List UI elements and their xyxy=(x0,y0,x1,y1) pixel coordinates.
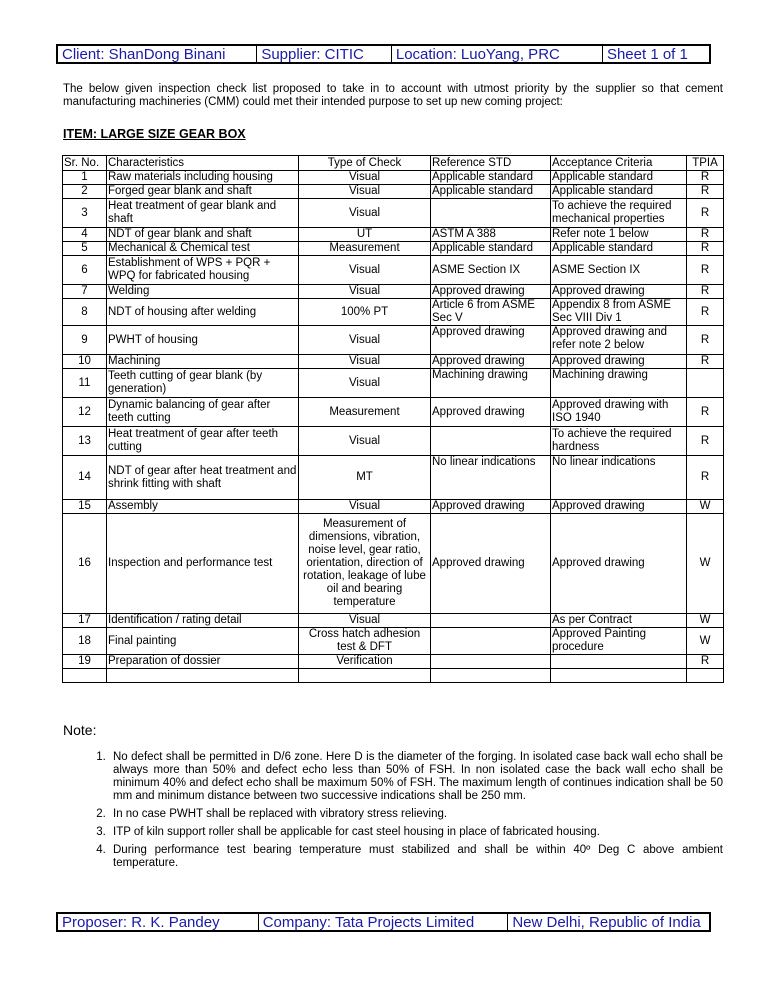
table-row xyxy=(63,285,724,299)
table-row xyxy=(63,456,724,500)
acceptance-criteria-cell: Appendix 8 from ASME Sec VIII Div 1 xyxy=(551,299,687,326)
type-of-check-cell: Visual xyxy=(299,285,431,299)
characteristics-cell: Welding xyxy=(107,285,299,299)
supplier-field: Supplier: CITIC xyxy=(257,46,392,62)
reference-std-cell xyxy=(431,655,551,669)
acceptance-criteria-cell: Applicable standard xyxy=(551,171,687,185)
col-header-tpia: TPIA xyxy=(687,156,724,171)
acceptance-criteria-cell: Refer note 1 below xyxy=(551,228,687,242)
acceptance-criteria-cell: Approved drawing xyxy=(551,355,687,369)
acceptance-criteria-cell: ASME Section IX xyxy=(551,256,687,285)
type-of-check-cell: Measurement xyxy=(299,398,431,427)
client-field: Client: ShanDong Binani xyxy=(58,46,257,62)
acceptance-criteria-cell: Approved drawing with ISO 1940 xyxy=(551,398,687,427)
acceptance-criteria-cell: No linear indications xyxy=(551,456,687,500)
type-of-check-cell: Measurement of dimensions, vibration, noise level, gear ratio, orientation, direction of rotation, leakage of lube oil and bearing temperature xyxy=(299,514,431,614)
tpia-cell: R xyxy=(687,326,724,355)
characteristics-cell: Final painting xyxy=(107,628,299,655)
type-of-check-cell: Verification xyxy=(299,655,431,669)
acceptance-criteria-cell: Machining drawing xyxy=(551,369,687,398)
tpia-cell: R xyxy=(687,398,724,427)
reference-std-cell: ASME Section IX xyxy=(431,256,551,285)
type-of-check-cell: Visual xyxy=(299,199,431,228)
table-header-row xyxy=(63,156,724,171)
reference-std-cell: No linear indications xyxy=(431,456,551,500)
table-row xyxy=(63,427,724,456)
type-of-check-cell: Visual xyxy=(299,500,431,514)
tpia-cell: R xyxy=(687,228,724,242)
characteristics-cell: Dynamic balancing of gear after teeth cutting xyxy=(107,398,299,427)
footer-bar xyxy=(56,912,711,932)
empty-cell xyxy=(107,669,299,683)
table-row xyxy=(63,228,724,242)
type-of-check-cell: 100% PT xyxy=(299,299,431,326)
note-item: 3. ITP of kiln support roller shall be applicable for cast steel housing in place of fabricated housing. xyxy=(109,826,723,839)
notes-list xyxy=(63,751,723,875)
reference-std-cell: Approved drawing xyxy=(431,500,551,514)
empty-cell xyxy=(299,669,431,683)
tpia-cell: W xyxy=(687,614,724,628)
sr-no-cell: 14 xyxy=(63,456,107,500)
characteristics-cell: Identification / rating detail xyxy=(107,614,299,628)
characteristics-cell: PWHT of housing xyxy=(107,326,299,355)
reference-std-cell xyxy=(431,427,551,456)
characteristics-cell: Assembly xyxy=(107,500,299,514)
type-of-check-cell: Cross hatch adhesion test & DFT xyxy=(299,628,431,655)
sr-no-cell: 5 xyxy=(63,242,107,256)
sr-no-cell: 8 xyxy=(63,299,107,326)
characteristics-cell: NDT of gear after heat treatment and shrink fitting with shaft xyxy=(107,456,299,500)
reference-std-cell: ASTM A 388 xyxy=(431,228,551,242)
characteristics-cell: NDT of housing after welding xyxy=(107,299,299,326)
tpia-cell: R xyxy=(687,285,724,299)
sr-no-cell: 6 xyxy=(63,256,107,285)
table-row xyxy=(63,185,724,199)
sr-no-cell: 16 xyxy=(63,514,107,614)
acceptance-criteria-cell: Approved drawing xyxy=(551,500,687,514)
reference-std-cell: Approved drawing xyxy=(431,355,551,369)
tpia-cell: R xyxy=(687,242,724,256)
table-row xyxy=(63,326,724,355)
acceptance-criteria-cell xyxy=(551,655,687,669)
col-header-acceptance-criteria: Acceptance Criteria xyxy=(551,156,687,171)
reference-std-cell: Applicable standard xyxy=(431,171,551,185)
sr-no-cell: 9 xyxy=(63,326,107,355)
note-item: 2. In no case PWHT shall be replaced with vibratory stress relieving. xyxy=(109,808,723,821)
type-of-check-cell: Visual xyxy=(299,369,431,398)
sr-no-cell: 19 xyxy=(63,655,107,669)
characteristics-cell: Teeth cutting of gear blank (by generation) xyxy=(107,369,299,398)
type-of-check-cell: UT xyxy=(299,228,431,242)
table-row xyxy=(63,514,724,614)
sr-no-cell: 11 xyxy=(63,369,107,398)
table-row xyxy=(63,199,724,228)
sr-no-cell: 4 xyxy=(63,228,107,242)
reference-std-cell: Machining drawing xyxy=(431,369,551,398)
type-of-check-cell: Visual xyxy=(299,614,431,628)
header-bar xyxy=(56,44,711,64)
table-row xyxy=(63,171,724,185)
table-row xyxy=(63,398,724,427)
acceptance-criteria-cell: To achieve the required hardness xyxy=(551,427,687,456)
tpia-cell: W xyxy=(687,628,724,655)
sr-no-cell: 15 xyxy=(63,500,107,514)
acceptance-criteria-cell: As per Contract xyxy=(551,614,687,628)
characteristics-cell: Mechanical & Chemical test xyxy=(107,242,299,256)
type-of-check-cell: MT xyxy=(299,456,431,500)
empty-cell xyxy=(687,669,724,683)
proposer-field: Proposer: R. K. Pandey xyxy=(58,914,259,930)
table-row xyxy=(63,655,724,669)
acceptance-criteria-cell: Applicable standard xyxy=(551,242,687,256)
empty-cell xyxy=(431,669,551,683)
characteristics-cell: Heat treatment of gear blank and shaft xyxy=(107,199,299,228)
characteristics-cell: Preparation of dossier xyxy=(107,655,299,669)
company-field: Company: Tata Projects Limited xyxy=(259,914,509,930)
note-item: 1. No defect shall be permitted in D/6 zone. Here D is the diameter of the forging. In isolated case back wall echo shall be always more than 50% and defect echo less than 50% of FSH. In non isolated case the back wall echo shall be minimum 40% and defect echo shall be maximum 50% of FSH. The maximum length of continues indication shall be 50 mm and minimum distance between two successive indications shall be 250 mm. xyxy=(109,751,723,803)
empty-cell xyxy=(63,669,107,683)
type-of-check-cell: Visual xyxy=(299,427,431,456)
tpia-cell: R xyxy=(687,456,724,500)
reference-std-cell: Approved drawing xyxy=(431,285,551,299)
note-title: Note: xyxy=(63,722,97,738)
acceptance-criteria-cell: Approved drawing xyxy=(551,285,687,299)
table-row xyxy=(63,369,724,398)
table-row xyxy=(63,355,724,369)
table-row xyxy=(63,242,724,256)
sheet-field: Sheet 1 of 1 xyxy=(606,46,688,62)
tpia-cell: W xyxy=(687,500,724,514)
tpia-cell: R xyxy=(687,199,724,228)
acceptance-criteria-cell: To achieve the required mechanical properties xyxy=(551,199,687,228)
note-item: 4. During performance test bearing temperature must stabilized and shall be within 40º Deg C above ambient temperature. xyxy=(109,844,723,870)
tpia-cell: W xyxy=(687,514,724,614)
inspection-table xyxy=(62,155,724,683)
tpia-cell: R xyxy=(687,655,724,669)
reference-std-cell: Approved drawing xyxy=(431,398,551,427)
empty-table-row xyxy=(63,669,724,683)
reference-std-cell: Article 6 from ASME Sec V xyxy=(431,299,551,326)
sr-no-cell: 10 xyxy=(63,355,107,369)
type-of-check-cell: Visual xyxy=(299,326,431,355)
sr-no-cell: 18 xyxy=(63,628,107,655)
intro-paragraph: The below given inspection check list proposed to take in to account with utmost priority by the supplier so that cement manufacturing machineries (CMM) could met their intended purpose to set up new coming project: xyxy=(63,83,723,108)
sr-no-cell: 2 xyxy=(63,185,107,199)
sr-no-cell: 1 xyxy=(63,171,107,185)
tpia-cell: R xyxy=(687,355,724,369)
tpia-cell: R xyxy=(687,171,724,185)
characteristics-cell: Raw materials including housing xyxy=(107,171,299,185)
table-row xyxy=(63,500,724,514)
tpia-cell xyxy=(687,369,724,398)
place-field: New Delhi, Republic of India xyxy=(512,914,701,930)
sr-no-cell: 7 xyxy=(63,285,107,299)
acceptance-criteria-cell: Approved Painting procedure xyxy=(551,628,687,655)
tpia-cell: R xyxy=(687,299,724,326)
reference-std-cell xyxy=(431,199,551,228)
col-header-characteristics: Characteristics xyxy=(107,156,299,171)
reference-std-cell: Applicable standard xyxy=(431,185,551,199)
table-row xyxy=(63,614,724,628)
tpia-cell: R xyxy=(687,185,724,199)
characteristics-cell: Establishment of WPS + PQR + WPQ for fabricated housing xyxy=(107,256,299,285)
sr-no-cell: 12 xyxy=(63,398,107,427)
table-row xyxy=(63,628,724,655)
col-header-type-of-check: Type of Check xyxy=(299,156,431,171)
characteristics-cell: Machining xyxy=(107,355,299,369)
type-of-check-cell: Measurement xyxy=(299,242,431,256)
table-row xyxy=(63,256,724,285)
type-of-check-cell: Visual xyxy=(299,256,431,285)
tpia-cell: R xyxy=(687,256,724,285)
reference-std-cell xyxy=(431,628,551,655)
characteristics-cell: Inspection and performance test xyxy=(107,514,299,614)
reference-std-cell: Approved drawing xyxy=(431,514,551,614)
col-header-reference-std: Reference STD xyxy=(431,156,551,171)
reference-std-cell xyxy=(431,614,551,628)
reference-std-cell: Approved drawing xyxy=(431,326,551,355)
tpia-cell: R xyxy=(687,427,724,456)
acceptance-criteria-cell: Applicable standard xyxy=(551,185,687,199)
type-of-check-cell: Visual xyxy=(299,355,431,369)
acceptance-criteria-cell: Approved drawing xyxy=(551,514,687,614)
reference-std-cell: Applicable standard xyxy=(431,242,551,256)
sr-no-cell: 3 xyxy=(63,199,107,228)
col-header-sr-no: Sr. No. xyxy=(63,156,107,171)
item-title: ITEM: LARGE SIZE GEAR BOX xyxy=(63,127,246,141)
sr-no-cell: 17 xyxy=(63,614,107,628)
sr-no-cell: 13 xyxy=(63,427,107,456)
type-of-check-cell: Visual xyxy=(299,185,431,199)
table-row xyxy=(63,299,724,326)
location-field: Location: LuoYang, PRC xyxy=(392,46,603,62)
empty-cell xyxy=(551,669,687,683)
acceptance-criteria-cell: Approved drawing and refer note 2 below xyxy=(551,326,687,355)
characteristics-cell: Heat treatment of gear after teeth cutting xyxy=(107,427,299,456)
characteristics-cell: Forged gear blank and shaft xyxy=(107,185,299,199)
characteristics-cell: NDT of gear blank and shaft xyxy=(107,228,299,242)
type-of-check-cell: Visual xyxy=(299,171,431,185)
